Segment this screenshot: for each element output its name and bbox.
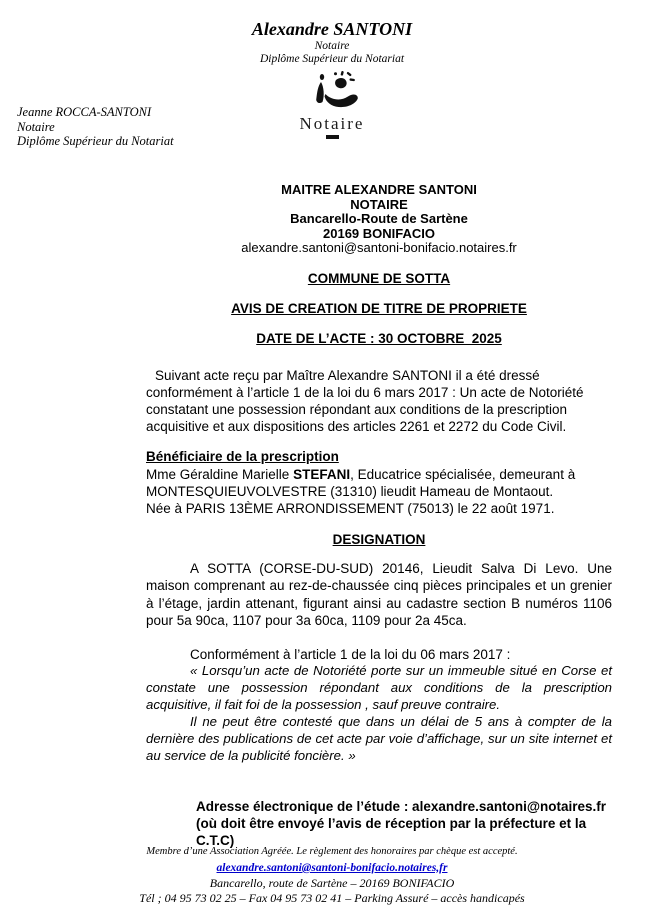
principal-notary-block — [0, 19, 664, 66]
associate-notary-title: Notaire — [17, 119, 55, 134]
principal-notary-diploma: Diplôme Supérieur du Notariat — [259, 53, 405, 65]
beneficiaire-prefix: Mme Géraldine Marielle — [146, 466, 294, 482]
etude-email-note: (où doit être envoyé l’avis de réception par la préfecture et la C.T.C) — [196, 815, 587, 848]
document-body — [0, 183, 664, 849]
designation-paragraph: A SOTTA (CORSE-DU-SUD) 20146, Lieudit Salva Di Levo. Une maison comprenant au rez-de-chaussée cinq pièces principales et un grenier à l’étage, jardin attenant, figurant ainsi au cadastre section B numéros 1106 pour 5a 90ca, 1107 pour 3a 60ca, 1109 pour 2a 45ca. — [146, 561, 612, 628]
beneficiaire-birth: Née à PARIS 13ÈME ARRONDISSEMENT (75013) le 22 août 1971. — [146, 500, 555, 516]
notaire-logo-dash — [326, 135, 339, 139]
associate-notary-name: Jeanne ROCCA-SANTONI — [17, 105, 152, 119]
principal-notary-title: Notaire — [314, 40, 350, 52]
etude-email-line: Adresse électronique de l’étude : alexandre.santoni@notaires.fr — [196, 798, 607, 814]
law-quote-paragraph-1: « Lorsqu’un acte de Notoriété porte sur un immeuble situé en Corse et constate une possession répondant aux conditions de la prescription acquisitive, il fait foi de la possession , sauf preuve contraire. — [146, 663, 612, 712]
page-footer — [0, 845, 664, 905]
etude-email-block — [196, 798, 612, 850]
law-quote-paragraph-2: Il ne peut être contesté que dans un délai de 5 ans à compter de la dernière des publications de cet acte par voie d’affichage, sur un site internet et au service de la publicité foncière. » — [146, 713, 612, 763]
beneficiaire-suffix: , Educatrice spécialisée, demeurant à MONTESQUIEUVOLVESTRE (31310) lieudit Hameau de Montaout. — [146, 466, 576, 499]
intro-paragraph: Suivant acte reçu par Maître Alexandre SANTONI il a été dressé conformément à l’article 1 de la loi du 6 mars 2017 : Un acte de Notoriété constatant une possession répondant aux conditions de la prescription acquisitive et aux dispositions des articles 2261 et 2272 du Code Civil. — [146, 367, 584, 435]
notaire-logo-label: Notaire — [299, 114, 365, 133]
footer-address-line: Bancarello, route de Sartène – 20169 BONIFACIO — [209, 876, 455, 890]
footer-email-link[interactable]: alexandre.santoni@santoni-bonifacio.notaires,fr — [216, 862, 448, 874]
associate-notary-diploma: Diplôme Supérieur du Notariat — [17, 134, 174, 148]
principal-notary-name: Alexandre SANTONI — [251, 19, 413, 39]
footer-contact-line: Tél ; 04 95 73 02 25 – Fax 04 95 73 02 41 – Parking Assuré – accès handicapés — [139, 890, 525, 905]
office-city: 20169 BONIFACIO — [323, 225, 435, 241]
office-address-block — [146, 183, 612, 256]
associate-notary-block — [17, 105, 174, 149]
office-street: Bancarello-Route de Sartène — [290, 211, 468, 226]
beneficiaire-identity — [146, 466, 612, 500]
beneficiaire-name: STEFANI — [293, 466, 351, 482]
office-name: MAITRE ALEXANDRE SANTONI — [281, 182, 477, 197]
office-role: NOTAIRE — [350, 196, 408, 212]
heading-date-acte: DATE DE L’ACTE : 30 OCTOBRE 2025 — [256, 330, 502, 346]
office-email: alexandre.santoni@santoni-bonifacio.notaires.fr — [241, 240, 517, 255]
heading-avis: AVIS DE CREATION DE TITRE DE PROPRIETE — [231, 300, 527, 316]
heading-commune: COMMUNE DE SOTTA — [307, 270, 451, 286]
beneficiaire-section — [146, 448, 612, 517]
letterhead — [0, 0, 664, 150]
conformement-line: Conformément à l’article 1 de la loi du 06 mars 2017 : — [190, 646, 511, 662]
beneficiaire-heading: Bénéficiaire de la prescription — [146, 449, 339, 465]
footer-association-line: Membre d’une Association Agréée. Le règlement des honoraires par chèque est accepté. — [146, 846, 518, 857]
heading-designation: DESIGNATION — [332, 532, 426, 548]
